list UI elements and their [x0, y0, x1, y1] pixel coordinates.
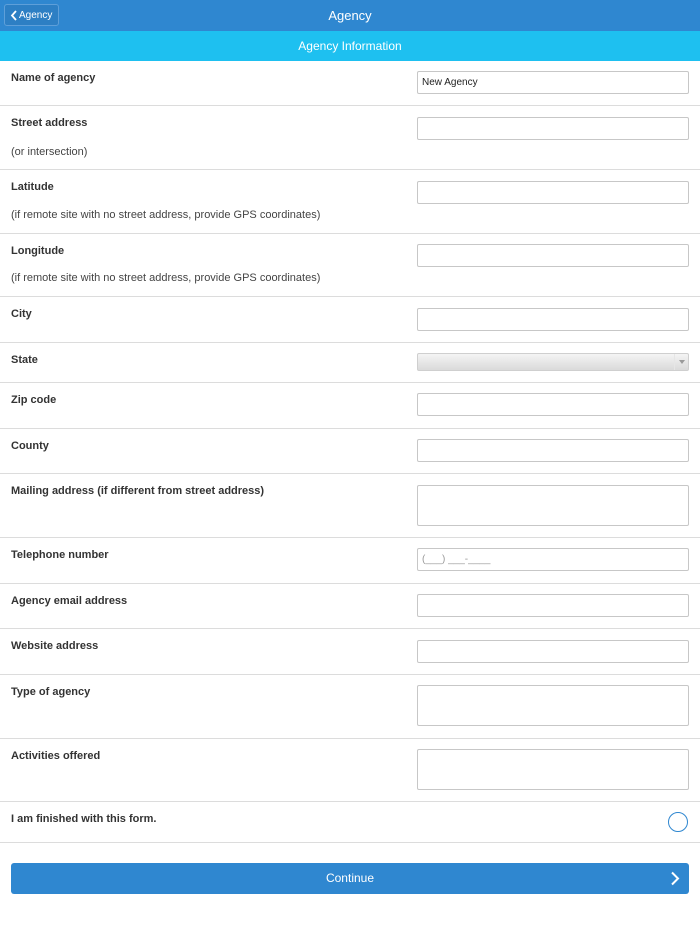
activities-label: Activities offered [11, 750, 101, 762]
caret-down-icon [674, 354, 688, 370]
back-button-label: Agency [19, 9, 53, 21]
continue-button[interactable] [11, 863, 689, 894]
page-title: Agency [328, 8, 372, 23]
mailing-address-label: Mailing address (if different from street address) [11, 485, 265, 497]
nav-bar [0, 0, 700, 31]
website-label: Website address [11, 640, 99, 652]
state-label: State [11, 354, 38, 366]
finished-label: I am finished with this form. [11, 813, 157, 825]
county-label: County [11, 440, 49, 452]
telephone-input[interactable] [417, 548, 689, 571]
state-select[interactable] [417, 353, 689, 371]
row-finished [0, 802, 700, 843]
activities-input[interactable] [417, 749, 689, 790]
latitude-label: Latitude [11, 181, 54, 193]
longitude-hint: (if remote site with no street address, provide GPS coordinates) [11, 272, 321, 284]
street-address-hint: (or intersection) [11, 146, 88, 158]
latitude-hint: (if remote site with no street address, provide GPS coordinates) [11, 209, 321, 221]
city-label: City [11, 308, 32, 320]
agency-name-input[interactable] [417, 71, 689, 94]
email-input[interactable] [417, 594, 689, 617]
back-button[interactable] [4, 4, 59, 26]
agency-name-label: Name of agency [11, 72, 96, 84]
mailing-address-input[interactable] [417, 485, 689, 526]
telephone-label: Telephone number [11, 549, 109, 561]
website-input[interactable] [417, 640, 689, 663]
email-label: Agency email address [11, 595, 128, 607]
city-input[interactable] [417, 308, 689, 331]
longitude-label: Longitude [11, 245, 65, 257]
zip-label: Zip code [11, 394, 57, 406]
chevron-left-icon [10, 10, 18, 21]
continue-label: Continue [325, 871, 375, 885]
agency-type-label: Type of agency [11, 686, 91, 698]
zip-input[interactable] [417, 393, 689, 416]
street-address-label: Street address [11, 117, 88, 129]
street-address-input[interactable] [417, 117, 689, 140]
latitude-input[interactable] [417, 181, 689, 204]
county-input[interactable] [417, 439, 689, 462]
finished-toggle[interactable] [668, 812, 688, 832]
longitude-input[interactable] [417, 244, 689, 267]
agency-type-input[interactable] [417, 685, 689, 726]
section-header: Agency Information [0, 31, 700, 61]
chevron-right-icon [670, 871, 680, 886]
